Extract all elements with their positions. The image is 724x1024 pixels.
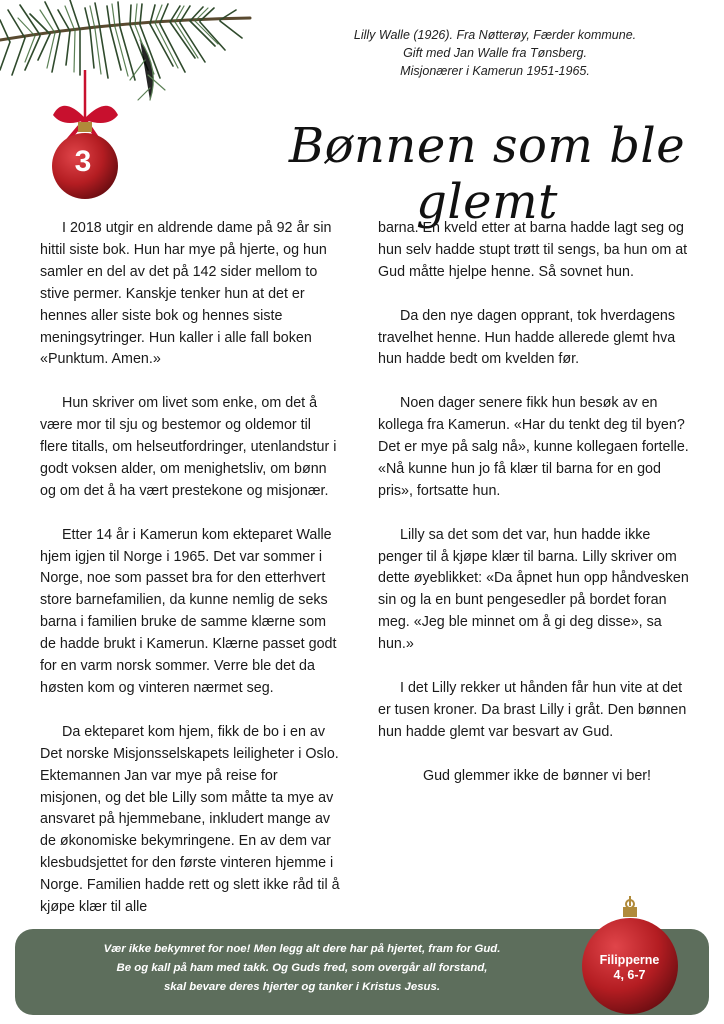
- author-info-line: Lilly Walle (1926). Fra Nøtterøy, Færder kommune.: [353, 28, 637, 42]
- page-title: Bønnen som ble glemt: [288, 118, 686, 230]
- bible-reference-book: Filipperne: [599, 953, 660, 967]
- paragraph: Da den nye dagen opprant, tok hverdagens travelhet henne. Hun hadde allerede glemt hva hun hadde bedt om kvelden før.: [378, 307, 676, 368]
- paragraph: I det Lilly rekker ut hånden får hun vite at det er tusen kroner. Da brast Lilly i gråt. Den bønnen hun hadde glemt var besvart av Gud.: [378, 679, 687, 740]
- paragraph: Da ekteparet kom hjem, fikk de bo i en av Det norske Misjonsselskapets leiligheter i Oslo. Ektemannen Jan var mye på reise for misjonen, og det ble Lilly som måtte ta mye av ansvaret på hjemmebane, inkludert mange av de økonomiske bekymringene. En av dem var klesbudsjettet for den første vinteren hjemme i Norge. Familien hadde rett og slett ikke råd til å kjøpe klær til alle: [40, 723, 340, 916]
- left-column: [40, 218, 342, 941]
- author-info: [300, 26, 690, 80]
- christmas-ornament-icon: [38, 70, 133, 200]
- paragraph: Etter 14 år i Kamerun kom ekteparet Walle hjem igjen til Norge i 1965. Det var sommer i Norge, noe som passet bra for den etterhvert store barnefamilien, da kunne nemlig de seks barna i familien bruke de samme klærne som de hadde brukt i Kamerun. Klærne passet godt for en varm norsk sommer. Verre ble det da høsten kom og vinteren nærmet seg.: [40, 526, 337, 696]
- paragraph-continuation: barna. En kveld etter at barna hadde lagt seg og hun selv hadde stupt trøtt til sengs, ba hun om at Gud måtte hjelpe henne. Så sovnet hun.: [378, 220, 688, 280]
- paragraph: I 2018 utgir en aldrende dame på 92 år sin hittil siste bok. Hun har mye på hjerte, og hun samler en del av det på 142 sider mellom to stive permer. Kanskje tenker hun at det er hennes aller siste bok og hennes siste meningsytringer. Hun kaller i alle fall boken «Punktum. Amen.»: [40, 220, 332, 368]
- bible-reference-verses: 4, 6-7: [613, 968, 646, 982]
- author-info-line: Misjonærer i Kamerun 1951-1965.: [400, 64, 590, 78]
- paragraph: Lilly sa det som det var, hun hadde ikke penger til å kjøpe klær til barna. Lilly skriver om dette øyeblikket: «Da åpnet hun opp håndvesken sin og la en bunt pengesedler på bordet foran meg. «Jeg ble minnet om å gi deg disse», sa hun.»: [378, 526, 689, 653]
- bible-reference: [587, 953, 672, 983]
- right-column: [378, 218, 696, 809]
- bible-quote-line: skal bevare deres hjerter og tanker i Kristus Jesus.: [163, 981, 441, 993]
- ornament-number: 3: [74, 145, 92, 178]
- closing-line: Gud glemmer ikke de bønner vi ber!: [422, 767, 652, 784]
- paragraph: Noen dager senere fikk hun besøk av en kollega fra Kamerun. «Har du tenkt deg til byen? Det er mye på salg nå», kunne kollegaen fortelle. «Nå kunne hun jo få klær til barna for en god pris», fortsatte hun.: [378, 395, 689, 499]
- bible-quote-line: Vær ikke bekymret for noe! Men legg alt dere har på hjertet, fram for Gud.: [103, 943, 501, 955]
- author-info-line: Gift med Jan Walle fra Tønsberg.: [403, 46, 587, 60]
- bible-quote: [62, 940, 542, 997]
- bible-quote-line: Be og kall på ham med takk. Og Guds fred, som overgår all forstand,: [116, 962, 488, 974]
- paragraph: Hun skriver om livet som enke, om det å være mor til sju og bestemor og oldemor til flere titalls, om helseutfordringer, utenlandstur i godt voksen alder, om menighetsliv, om bønn og om det å ha vært prestekone og misjonær.: [40, 395, 337, 499]
